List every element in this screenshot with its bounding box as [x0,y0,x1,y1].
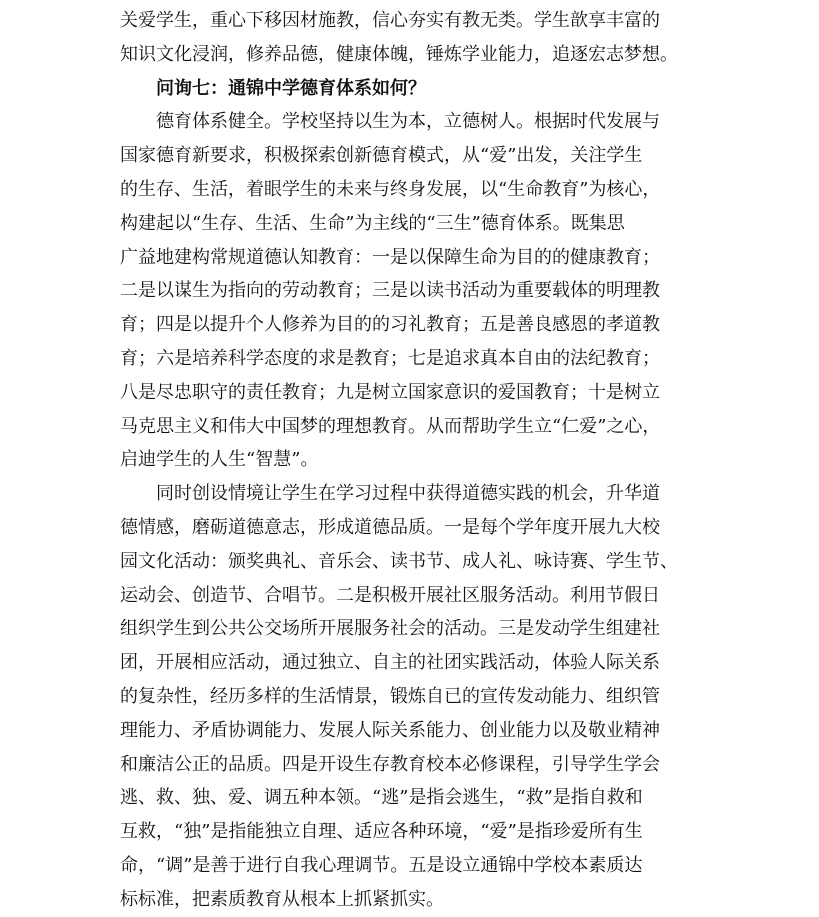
paragraph-line: 八是尽忠职守的责任教育；九是树立国家意识的爱国教育；十是树立 [120,381,660,403]
paragraph-line: 构建起以“生存、生活、生命”为主线的“三生”德育体系。既集思 [120,212,625,234]
paragraph-line: 德情感，磨砺道德意志，形成道德品质。一是每个学年度开展九大校 [120,516,660,538]
paragraph-line: 命，“调”是善于进行自我心理调节。五是设立通锦中学校本素质达 [120,854,643,876]
paragraph-line: 逃、救、独、爱、调五种本领。“逃”是指会逃生，“救”是指自救和 [120,787,643,809]
paragraph-line: 启迪学生的人生“智慧”。 [120,449,319,471]
intro-line: 关爱学生，重心下移因材施教，信心夯实有教无类。学生歆享丰富的 [120,10,660,31]
paragraph-line: 国家德育新要求，积极探索创新德育模式，从“爱”出发，关注学生 [120,145,643,167]
paragraph-line: 二是以谋生为指向的劳动教育；三是以读书活动为重要载体的明理教 [120,280,660,302]
section-heading: 问询七：通锦中学德育体系如何？ [156,77,426,99]
paragraph-line: 园文化活动：颁奖典礼、音乐会、读书节、成人礼、咏诗赛、学生节、 [120,550,678,572]
paragraph-line: 团，开展相应活动，通过独立、自主的社团实践活动，体验人际关系 [120,652,660,674]
intro-line: 知识文化浸润，修养品德，健康体魄，锤炼学业能力，追逐宏志梦想。 [120,43,678,65]
paragraph-line: 育；四是以提升个人修养为目的的习礼教育；五是善良感恩的孝道教 [120,314,660,336]
paragraph-line: 德育体系健全。学校坚持以生为本，立德树人。根据时代发展与 [156,111,660,133]
paragraph-line: 育；六是培养科学态度的求是教育；七是追求真本自由的法纪教育； [120,347,660,369]
document-body [120,4,680,917]
paragraph-line: 标标准，把素质教育从根本上抓紧抓实。 [120,888,444,910]
paragraph-line: 运动会、创造节、合唱节。二是积极开展社区服务活动。利用节假日 [120,584,660,606]
paragraph-line: 同时创设情境让学生在学习过程中获得道德实践的机会，升华道 [156,483,660,505]
paragraph-line: 马克思主义和伟大中国梦的理想教育。从而帮助学生立“仁爱”之心， [120,415,661,437]
paragraph-line: 的生存、生活，着眼学生的未来与终身发展，以“生命教育”为核心， [120,178,661,200]
paragraph-line: 理能力、矛盾协调能力、发展人际关系能力、创业能力以及敬业精神 [120,719,660,741]
paragraph-line: 和廉洁公正的品质。四是开设生存教育校本必修课程，引导学生学会 [120,753,660,775]
paragraph-line: 广益地建构常规道德认知教育：一是以保障生命为目的的健康教育； [120,246,660,268]
paragraph-line: 的复杂性，经历多样的生活情景，锻炼自已的宣传发动能力、组织管 [120,685,660,707]
paragraph-line: 组织学生到公共公交场所开展服务社会的活动。三是发动学生组建社 [120,618,660,640]
paragraph-line: 互救，“独”是指能独立自理、适应各种环境，“爱”是指珍爱所有生 [120,821,643,843]
